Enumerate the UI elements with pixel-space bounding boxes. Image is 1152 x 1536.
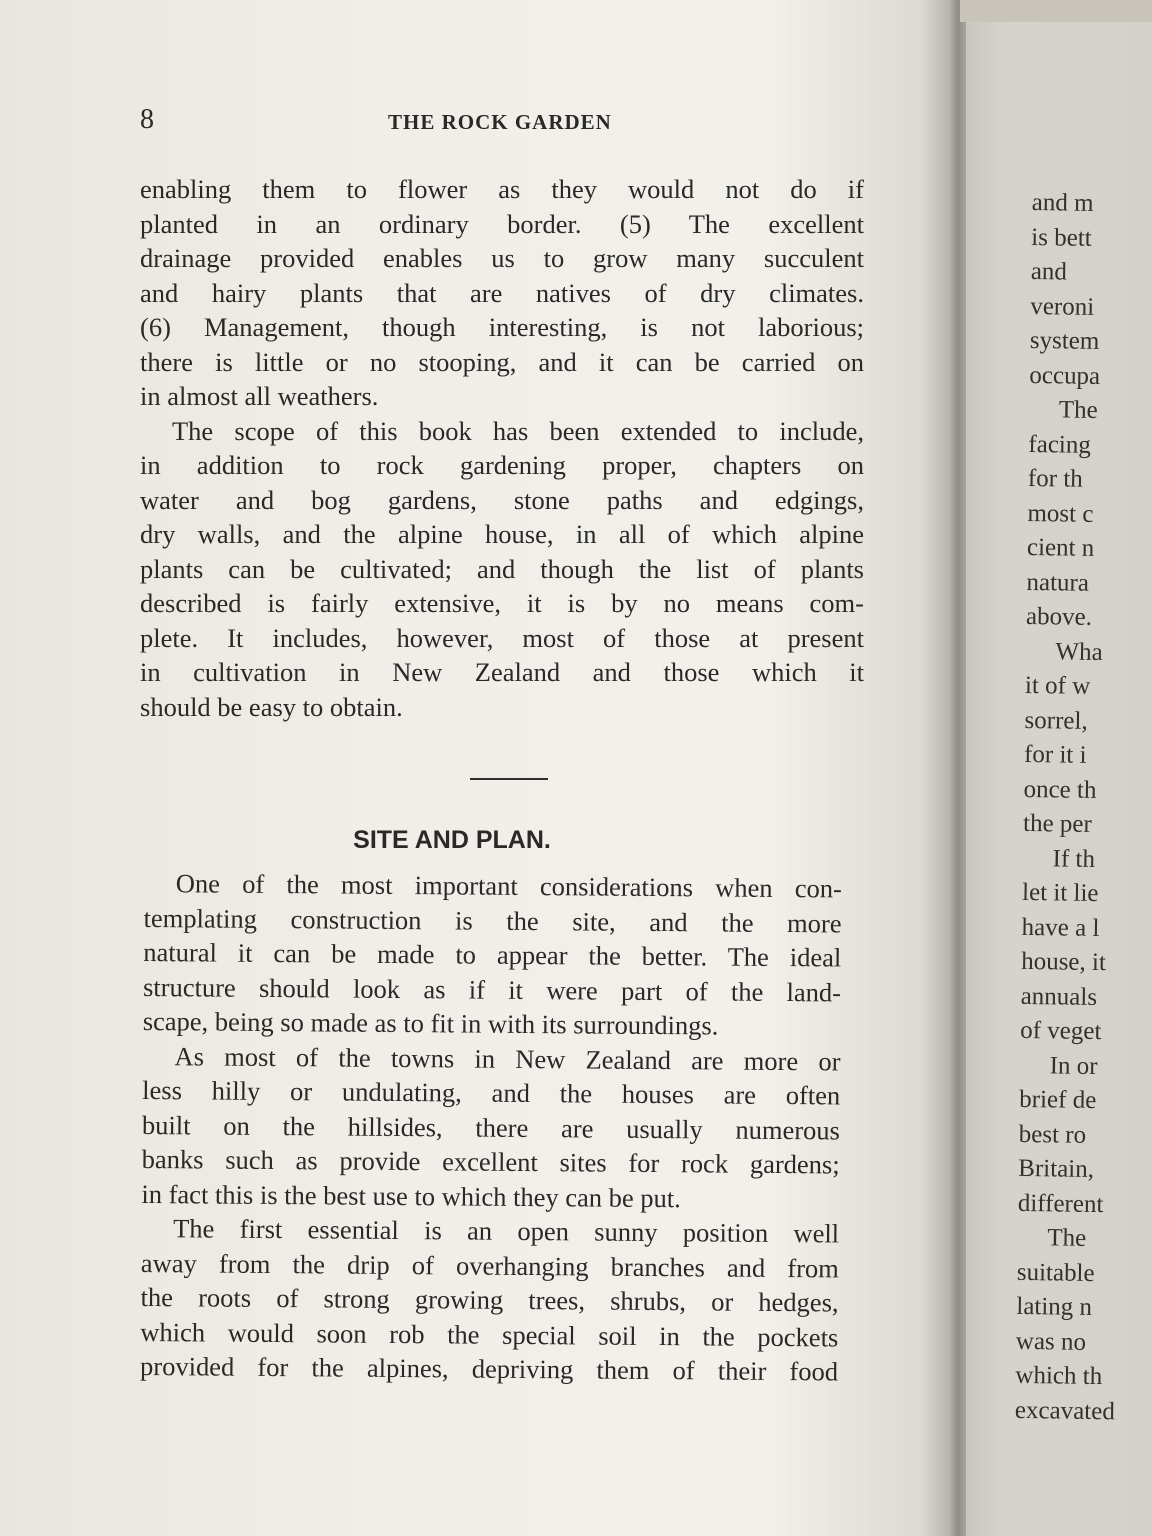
facing-page-text xyxy=(1015,186,1132,1429)
text-fragment: which th xyxy=(1015,1361,1103,1391)
text-fragment: facing xyxy=(1028,430,1092,459)
text-line: water and bog gardens, stone paths and edgings, xyxy=(140,484,864,515)
text-line: planted in an ordinary border. (5) The excellent xyxy=(140,208,864,239)
text-line: in addition to rock gardening proper, chapters on xyxy=(140,450,864,480)
text-fragment: Wha xyxy=(1055,637,1103,666)
section-heading: SITE AND PLAN. xyxy=(353,826,551,854)
text-line: enabling them to flower as they would not do if xyxy=(140,174,864,204)
text-fragment: and m xyxy=(1031,188,1094,217)
text-line: there is little or no stooping, and it can be carried on xyxy=(140,346,864,377)
text-fragment: house, it xyxy=(1020,947,1107,977)
text-fragment: above. xyxy=(1025,602,1093,631)
text-line: described is fairly extensive, it is by no means com- xyxy=(140,588,864,618)
text-fragment: and xyxy=(1030,257,1068,286)
intro-text xyxy=(140,172,864,724)
running-head xyxy=(140,104,860,144)
text-line: (6) Management, though interesting, is not laborious; xyxy=(140,312,864,342)
text-fragment: was no xyxy=(1015,1327,1087,1356)
text-line: banks such as provide excellent sites for rock gardens; xyxy=(141,1143,840,1180)
text-fragment: brief de xyxy=(1019,1085,1097,1114)
text-line: the roots of strong growing trees, shrubs, or hedges, xyxy=(140,1281,839,1318)
text-fragment: suitable xyxy=(1016,1258,1095,1287)
text-fragment: system xyxy=(1029,326,1100,355)
text-line: away from the drip of overhanging branches and from xyxy=(140,1247,839,1283)
text-fragment: the per xyxy=(1022,809,1092,838)
text-fragment: of veget xyxy=(1020,1016,1102,1046)
text-line: which would soon rob the special soil in the pockets xyxy=(140,1316,839,1352)
text-fragment: In or xyxy=(1049,1051,1098,1080)
text-fragment: best ro xyxy=(1018,1120,1087,1149)
text-fragment: The xyxy=(1047,1224,1087,1252)
text-line: The scope of this book has been extended to include, xyxy=(172,415,864,446)
text-fragment: different xyxy=(1017,1189,1104,1218)
text-fragment: sorrel, xyxy=(1024,706,1088,735)
text-fragment: most c xyxy=(1027,499,1094,528)
background-surface xyxy=(960,0,1152,22)
running-title: THE ROCK GARDEN xyxy=(388,110,612,134)
text-fragment: veroni xyxy=(1030,292,1095,321)
text-fragment: is bett xyxy=(1031,223,1092,252)
text-fragment: The xyxy=(1058,396,1098,424)
text-fragment: Britain, xyxy=(1018,1154,1095,1183)
text-line: natural it can be made to appear the better. The ideal xyxy=(143,936,842,973)
text-fragment: If th xyxy=(1052,844,1096,873)
section-divider xyxy=(470,778,548,780)
text-line: less hilly or undulating, and the houses are often xyxy=(142,1074,841,1111)
text-line: dry walls, and the alpine house, in all of which alpine xyxy=(140,519,864,549)
text-line: plants can be cultivated; and though the list of plants xyxy=(140,553,864,584)
text-line: drainage provided enables us to grow many succulent xyxy=(140,243,864,273)
text-line: One of the most important considerations when con- xyxy=(175,868,842,904)
page-number: 8 xyxy=(140,104,154,135)
text-fragment: natura xyxy=(1026,568,1090,597)
text-fragment: once th xyxy=(1023,775,1097,804)
text-fragment: it of w xyxy=(1024,671,1091,700)
section-text xyxy=(140,866,842,1389)
text-fragment: have a l xyxy=(1021,913,1100,942)
text-fragment: annuals xyxy=(1020,982,1098,1011)
text-fragment: for th xyxy=(1027,464,1083,493)
text-fragment: let it lie xyxy=(1021,878,1099,907)
text-line: built on the hillsides, there are usually numerous xyxy=(141,1109,841,1145)
text-line: in cultivation in New Zealand and those which it xyxy=(140,657,864,687)
text-fragment: lating n xyxy=(1016,1292,1093,1321)
text-line: provided for the alpines, depriving them of their food xyxy=(139,1350,839,1387)
text-line: should be easy to obtain. xyxy=(140,691,403,722)
text-line: templating construction is the site, and the more xyxy=(143,902,842,938)
text-line: and hairy plants that are natives of dry climates. xyxy=(140,277,864,308)
text-fragment: cient n xyxy=(1026,533,1095,562)
text-line: plete. It includes, however, most of those at present xyxy=(140,622,864,653)
text-line: structure should look as if it were part of the land- xyxy=(142,971,842,1007)
text-line: scape, being so made as to fit in with its surroundings. xyxy=(142,1005,719,1041)
text-fragment: excavated xyxy=(1014,1396,1116,1425)
text-fragment: for it i xyxy=(1023,740,1087,769)
text-fragment: occupa xyxy=(1029,361,1101,390)
text-line: in almost all weathers. xyxy=(140,381,379,411)
text-line: The first essential is an open sunny position well xyxy=(173,1213,840,1249)
text-line: in fact this is the best use to which they can be put. xyxy=(141,1178,681,1213)
text-line: As most of the towns in New Zealand are more or xyxy=(174,1040,841,1076)
